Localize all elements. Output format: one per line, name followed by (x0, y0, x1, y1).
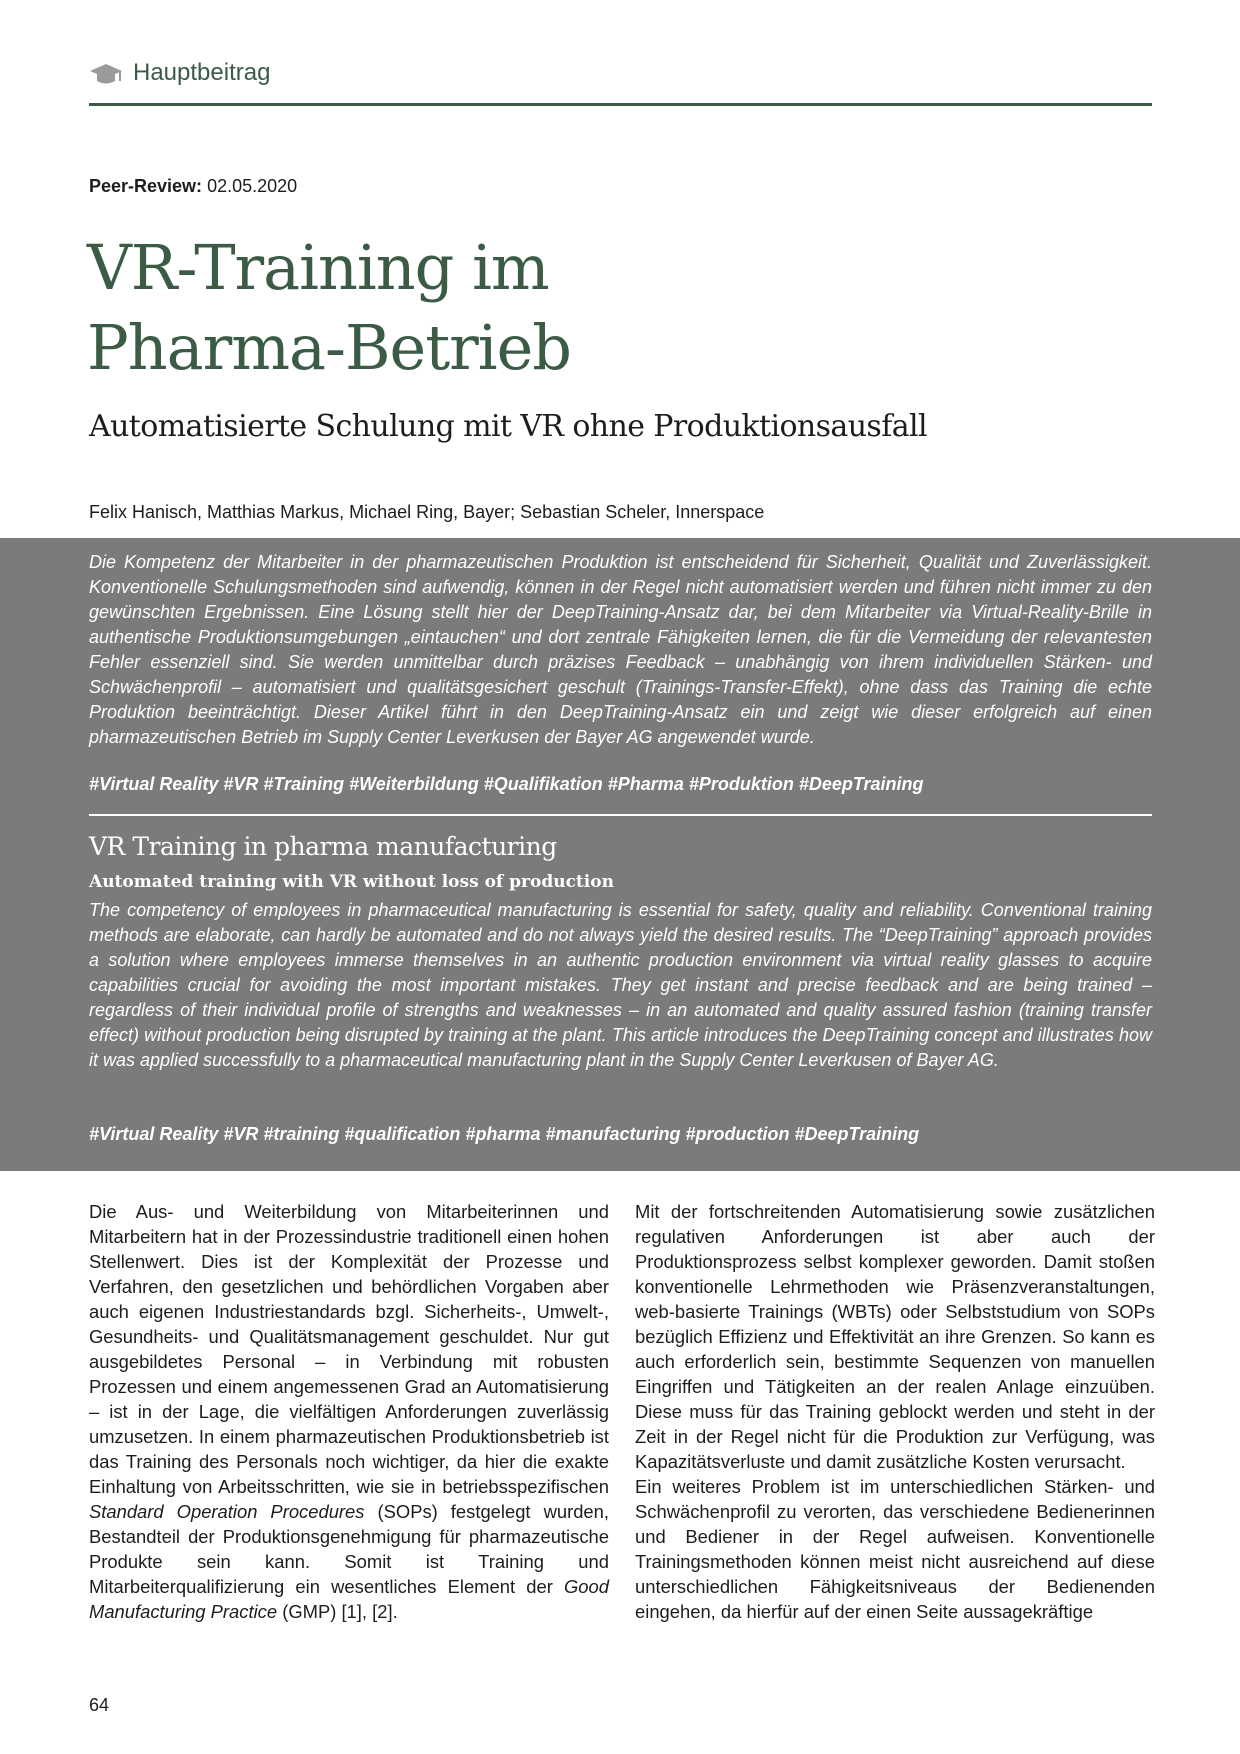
section-header (89, 54, 1152, 106)
article-subtitle: Automatisierte Schulung mit VR ohne Produktionsausfall (89, 409, 928, 444)
body-text: (SOPs) festgelegt wurden, Bestandteil der Produktionsgenehmigung für pharmazeutische Produkte sein kann. Somit ist Training und Mitarbeiterqualifizierung ein wesentliches Element der (89, 1501, 609, 1597)
english-title: VR Training in pharma manufacturing (89, 832, 557, 861)
graduation-cap-icon (89, 61, 123, 87)
section-label: Hauptbeitrag (133, 59, 271, 86)
article-title-line-2: Pharma-Betrieb (87, 311, 571, 384)
body-text: (GMP) [1], [2]. (277, 1601, 398, 1622)
body-paragraph: Ein weiteres Problem ist im unterschiedlichen Stärken- und Schwächenprofil zu verorten, das verschiedene Bedienerinnen und Bediener in der Regel aufweisen. Konventionelle Trainingsmethoden können meist nicht ausreichend auf diese unterschiedlichen Fähigkeitsniveaus der Bedienenden eingehen, da hierfür auf der einen Seite aussagekräftige (635, 1476, 1155, 1622)
peer-review-label: Peer-Review: (89, 176, 203, 196)
abstract-divider (89, 814, 1152, 816)
keywords-german: #Virtual Reality #VR #Training #Weiterbildung #Qualifikation #Pharma #Produktion #DeepTraining (89, 774, 924, 794)
abstract-german: Die Kompetenz der Mitarbeiter in der pharmazeutischen Produktion ist entscheidend für Sicherheit, Qualität und Zuverlässigkeit. Konventionelle Schulungsmethoden sind aufwendig, können in der Regel nicht automatisiert werden und führen nicht immer zu den gewünschten Ergebnissen. Eine Lösung stellt hier der DeepTraining-Ansatz dar, bei dem Mitarbeiter via Virtual-Reality-Brille in authentische Produktionsumgebungen „eintauchen“ und dort zentrale Fähigkeiten lernen, die für die Vermeidung der relevantesten Fehler essenziell sind. Sie werden unmittelbar durch präzises Feedback – unabhängig von ihrem individuellen Stärken- und Schwächenprofil – automatisiert und qualitätsgesichert geschult (Trainings-Transfer-Effekt), ohne dass das Training die echte Produktion beeinträchtigt. Dieser Artikel führt in den DeepTraining-Ansatz ein und zeigt wie dieser erfolgreich auf einen pharmazeutischen Betrieb im Supply Center Leverkusen der Bayer AG angewendet wurde. (89, 552, 1152, 747)
body-emphasis: Good Manufacturing Practice (89, 1576, 609, 1622)
article-title-line-1: VR-Training im (87, 231, 549, 304)
body-emphasis: Standard Operation Procedures (89, 1501, 365, 1522)
page-number: 64 (89, 1695, 110, 1715)
body-column-right (635, 1199, 1155, 1624)
peer-review-date: 02.05.2020 (207, 176, 298, 196)
body-column-left (89, 1199, 609, 1624)
peer-review-line (89, 176, 297, 197)
keywords-english: #Virtual Reality #VR #training #qualification #pharma #manufacturing #production #DeepTraining (89, 1124, 920, 1144)
abstract-box (0, 538, 1240, 1171)
body-text: Die Aus- und Weiterbildung von Mitarbeiterinnen und Mitarbeitern hat in der Prozessindustrie traditionell einen hohen Stellenwert. Dies ist der Komplexität der Prozesse und Verfahren, den gesetzlichen und behördlichen Vorgaben aber auch eigenen Industriestandards bzgl. Sicherheits-, Umwelt-, Gesundheits- und Qualitätsmanagement geschuldet. Nur gut ausgebildetes Personal – in Verbindung mit robusten Prozessen und einem angemessenen Grad an Automatisierung – ist in der Lage, die vielfältigen Anforderungen zuverlässig umzusetzen. In einem pharmazeutischen Produktionsbetrieb ist das Training des Personals noch wichtiger, da hier die exakte Einhaltung von Arbeitsschritten, wie sie in betriebsspezifischen (89, 1201, 609, 1497)
body-paragraph: Mit der fortschreitenden Automatisierung sowie zusätzlichen regulativen Anforderungen ist aber auch der Produktionsprozess selbst komplexer geworden. Damit stoßen konventionelle Lehrmethoden wie Präsenzveranstaltungen, web-basierte Trainings (WBTs) oder Selbststudium von SOPs bezüglich Effizienz und Effektivität an ihre Grenzen. So kann es auch erforderlich sein, bestimmte Sequenzen von manuellen Eingriffen und Tätigkeiten an der realen Anlage einzuüben. Diese muss für das Training geblockt werden und steht in der Zeit in der Regel nicht für die Produktion zur Verfügung, was Kapazitätsverluste und damit zusätzliche Kosten verursacht. (635, 1201, 1155, 1472)
article-authors: Felix Hanisch, Matthias Markus, Michael Ring, Bayer; Sebastian Scheler, Innerspace (89, 502, 765, 522)
body-paragraph (89, 1199, 609, 1624)
abstract-english: The competency of employees in pharmaceutical manufacturing is essential for safety, quality and reliability. Conventional training methods are elaborate, can hardly be automated and do not always yield the desired results. The “DeepTraining” approach provides a solution where employees immerse themselves in an authentic production environment via virtual reality glasses to acquire capabilities crucial for avoiding the most important mistakes. They get instant and precise feedback and are being trained – regardless of their individual profile of strengths and weaknesses – in an automated and quality assured fashion (training transfer effect) without production being disrupted by training at the plant. This article introduces the DeepTraining concept and illustrates how it was applied successfully to a pharmaceutical manufacturing plant in the Supply Center Leverkusen of Bayer AG. (89, 900, 1152, 1070)
english-subtitle: Automated training with VR without loss of production (89, 872, 614, 892)
article-title (87, 228, 1147, 388)
